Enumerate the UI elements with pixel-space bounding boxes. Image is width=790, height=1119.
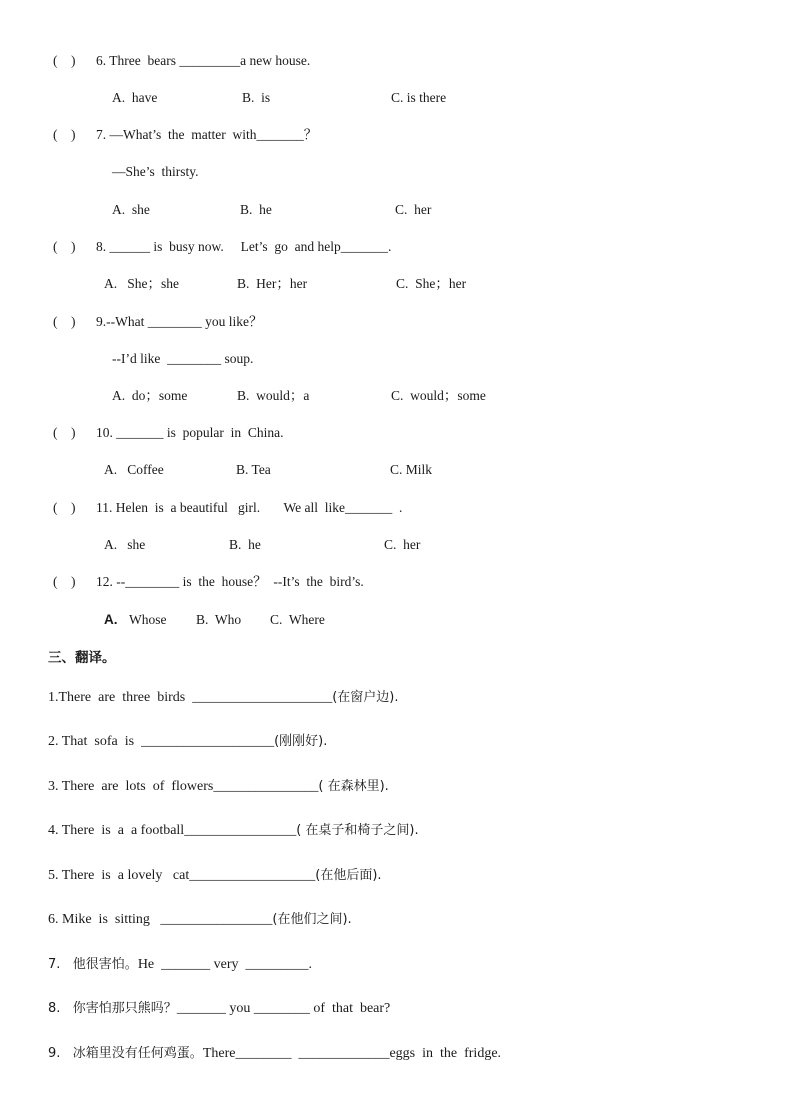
translation-english: 1.There are three birds ____________________ [48, 690, 333, 705]
option-c: C. her [395, 202, 432, 217]
option-b: B. is [242, 90, 271, 105]
option-b: B. Her；her [237, 276, 308, 291]
translation-english: He _______ very _________. [137, 957, 313, 972]
answer-paren[interactable]: ( ) [53, 239, 76, 254]
option-a: A. do；some [112, 388, 188, 403]
option-b: B. would；a [237, 388, 310, 403]
question-12: 12. --________ is the house？ --It’s the bird’s. [96, 574, 364, 589]
translation-chinese: 8. 你害怕那只熊吗？ [48, 1001, 177, 1016]
option-c: C. her [384, 537, 421, 552]
question-10: 10. _______ is popular in China. [96, 425, 284, 440]
translation-chinese: 7. 他很害怕。 [48, 957, 138, 972]
option-a-letter: A. [104, 612, 118, 627]
translation-english: 5. There is a lovely cat__________________ [48, 868, 316, 883]
translation-chinese: ( 在桌子和椅子之间). [296, 823, 419, 838]
translation-english: _______ you ________ of that bear? [176, 1001, 391, 1016]
option-c: C. is there [391, 90, 447, 105]
translation-chinese: (在他后面). [315, 868, 382, 883]
option-a: A. she [112, 202, 150, 217]
option-c: C. would；some [391, 388, 486, 403]
option-b: B. he [240, 202, 272, 217]
answer-paren[interactable]: ( ) [53, 425, 76, 440]
translation-chinese: 9. 冰箱里没有任何鸡蛋。 [48, 1046, 203, 1061]
answer-paren[interactable]: ( ) [53, 53, 76, 68]
answer-paren[interactable]: ( ) [53, 314, 76, 329]
option-c: C. She；her [396, 276, 467, 291]
answer-paren[interactable]: ( ) [53, 127, 76, 142]
option-c: C. Where [270, 612, 325, 627]
option-a: Whose [129, 612, 167, 627]
question-7-reply: —She’s thirsty. [112, 164, 199, 179]
option-a: A. have [112, 90, 158, 105]
option-c: C. Milk [390, 462, 433, 477]
translation-english: 2. That sofa is ___________________ [48, 734, 275, 749]
question-9-reply: --I’d like ________ soup. [112, 351, 254, 366]
translation-item [48, 689, 399, 707]
option-a: A. she [104, 537, 146, 552]
answer-paren[interactable]: ( ) [53, 574, 76, 589]
question-11: 11. Helen is a beautiful girl. We all like_______ . [96, 500, 403, 515]
translation-item [48, 1000, 390, 1018]
translation-english: 6. Mike is sitting ________________ [48, 912, 273, 927]
translation-chinese: (刚刚好). [274, 734, 328, 749]
question-8: 8. ______ is busy now. Let’s go and help_______. [96, 239, 392, 254]
translation-chinese: ( 在森林里). [318, 779, 389, 794]
translation-item [48, 956, 312, 974]
translation-item [48, 733, 327, 751]
option-b: B. Who [196, 612, 242, 627]
translation-english: 4. There is a a football________________ [48, 823, 297, 838]
translation-item [48, 822, 419, 840]
option-b: B. Tea [236, 462, 271, 477]
option-a: A. Coffee [104, 462, 164, 477]
answer-paren[interactable]: ( ) [53, 500, 76, 515]
translation-chinese: (在窗户边). [332, 690, 399, 705]
question-7: 7. —What’s the matter with_______？ [96, 127, 318, 142]
translation-item [48, 911, 352, 929]
question-6: 6. Three bears _________a new house. [96, 53, 311, 68]
translation-item [48, 867, 382, 885]
option-b: B. he [229, 537, 261, 552]
translation-item [48, 778, 389, 796]
option-a: A. She；she [104, 276, 179, 291]
translation-chinese: (在他们之间). [272, 912, 352, 927]
translation-english: 3. There are lots of flowers_______________ [48, 779, 319, 794]
question-9: 9.--What ________ you like？ [96, 314, 263, 329]
section-heading: 三、翻译。 [48, 650, 116, 666]
translation-item [48, 1045, 501, 1063]
translation-english: There________ _____________eggs in the fridge. [202, 1046, 502, 1061]
